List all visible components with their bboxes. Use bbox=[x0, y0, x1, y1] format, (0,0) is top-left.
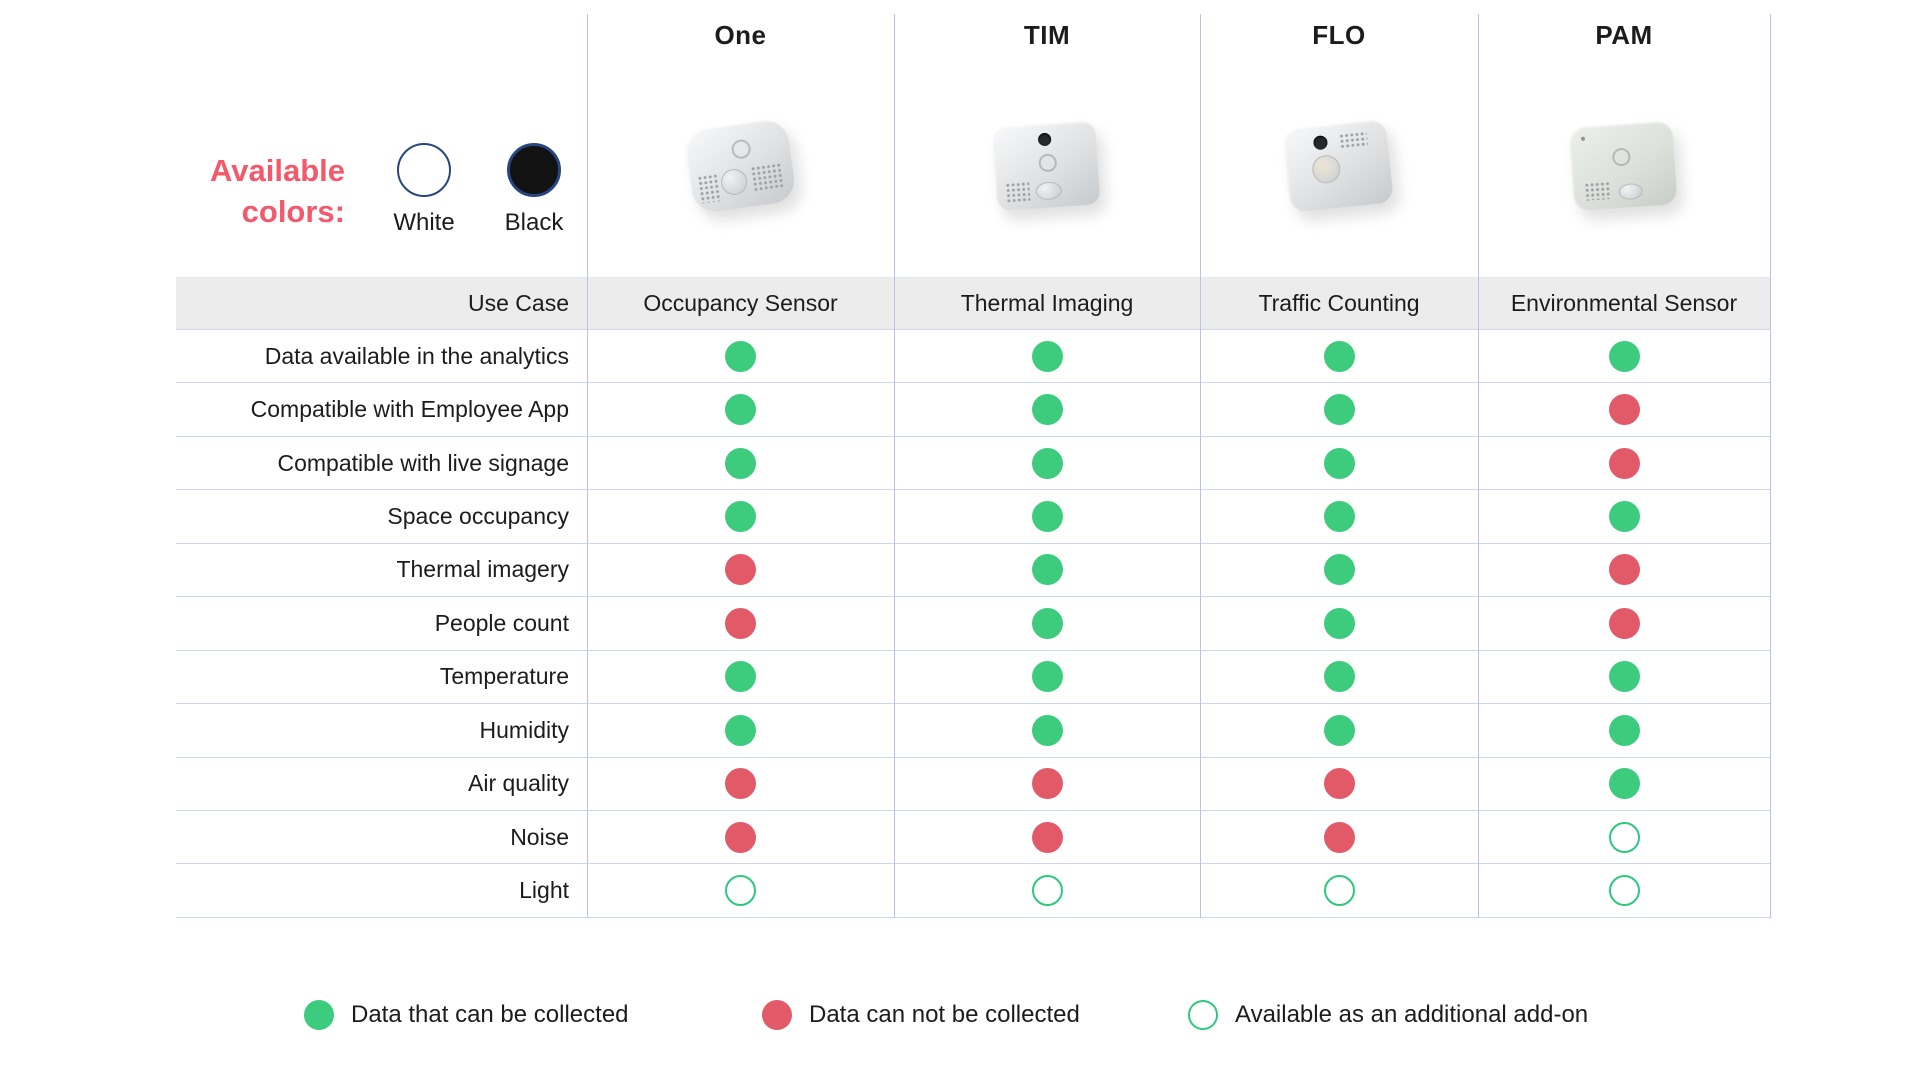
matrix-cell bbox=[1478, 448, 1770, 479]
product-photo-one bbox=[684, 120, 798, 216]
status-dot-collected bbox=[1609, 501, 1640, 532]
status-dot-collected bbox=[1324, 715, 1355, 746]
device-speaker-grille bbox=[1005, 181, 1030, 203]
table-row bbox=[176, 864, 1770, 917]
matrix-cell bbox=[1200, 822, 1478, 853]
status-dot-not_collected bbox=[725, 554, 756, 585]
color-swatch-white bbox=[369, 143, 479, 237]
status-dot-add_on bbox=[725, 875, 756, 906]
status-dot-not_collected bbox=[1609, 394, 1640, 425]
status-dot-not_collected bbox=[1324, 822, 1355, 853]
status-dot-not_collected bbox=[1609, 608, 1640, 639]
table-header bbox=[176, 0, 1770, 277]
status-dot-not_collected bbox=[1032, 768, 1063, 799]
matrix-cell bbox=[894, 501, 1200, 532]
matrix-cell bbox=[1478, 715, 1770, 746]
status-dot-collected bbox=[725, 501, 756, 532]
matrix-cell bbox=[894, 608, 1200, 639]
legend-label: Data can not be collected bbox=[809, 1001, 1080, 1028]
matrix-cell bbox=[894, 341, 1200, 372]
table-row bbox=[176, 704, 1770, 757]
use-case-flo: Traffic Counting bbox=[1258, 290, 1420, 316]
device-logo bbox=[1038, 153, 1057, 172]
status-dot-not_collected bbox=[1609, 554, 1640, 585]
matrix-cell bbox=[1200, 768, 1478, 799]
matrix-cell bbox=[1478, 341, 1770, 372]
device-ring-sensor bbox=[1311, 154, 1342, 185]
legend-label: Available as an additional add-on bbox=[1235, 1001, 1589, 1028]
matrix-cell bbox=[1200, 875, 1478, 906]
matrix-cell bbox=[1200, 661, 1478, 692]
table-row bbox=[176, 597, 1770, 650]
black-color-label: Black bbox=[504, 209, 564, 236]
device-speaker-grille bbox=[1584, 181, 1611, 201]
white-color-circle bbox=[397, 143, 451, 197]
device-speaker-grille bbox=[696, 173, 720, 204]
device-camera bbox=[1038, 133, 1052, 147]
matrix-cell bbox=[1200, 394, 1478, 425]
use-case-header: Use Case bbox=[468, 290, 569, 316]
status-dot-collected bbox=[725, 715, 756, 746]
status-dot-not_collected bbox=[1032, 822, 1063, 853]
row-label: Data available in the analytics bbox=[264, 342, 569, 369]
legend-item-not_collected bbox=[762, 1000, 1080, 1030]
status-dot-add_on bbox=[1324, 875, 1355, 906]
status-dot-collected bbox=[725, 394, 756, 425]
white-color-label: White bbox=[393, 209, 455, 236]
status-dot-not_collected bbox=[1324, 768, 1355, 799]
matrix-cell bbox=[894, 822, 1200, 853]
status-dot-collected bbox=[1032, 554, 1063, 585]
matrix-cell bbox=[1478, 661, 1770, 692]
table-row bbox=[176, 811, 1770, 864]
status-dot-add_on bbox=[1609, 822, 1640, 853]
black-color-circle bbox=[507, 143, 561, 197]
matrix-cell bbox=[1200, 341, 1478, 372]
matrix-cell bbox=[894, 715, 1200, 746]
use-case-pam: Environmental Sensor bbox=[1510, 290, 1738, 316]
matrix-cell bbox=[1478, 608, 1770, 639]
status-dot-collected bbox=[1324, 501, 1355, 532]
matrix-cell bbox=[587, 341, 894, 372]
matrix-cell bbox=[1478, 822, 1770, 853]
column-divider bbox=[894, 14, 895, 918]
matrix-cell bbox=[894, 554, 1200, 585]
matrix-cell bbox=[1200, 501, 1478, 532]
product-photo-pam bbox=[1567, 120, 1681, 216]
matrix-cell bbox=[587, 715, 894, 746]
color-swatch-black bbox=[479, 143, 589, 237]
matrix-cell bbox=[587, 394, 894, 425]
status-dot-not_collected bbox=[1609, 448, 1640, 479]
device-sensor bbox=[1618, 183, 1643, 201]
device-body bbox=[1282, 119, 1394, 213]
status-dot-collected bbox=[725, 341, 756, 372]
status-dot-collected bbox=[1032, 501, 1063, 532]
device-body bbox=[682, 117, 797, 215]
use-case-tim: Thermal Imaging bbox=[960, 290, 1134, 316]
row-label: Compatible with Employee App bbox=[250, 396, 569, 423]
row-label: Humidity bbox=[479, 716, 569, 743]
status-dot-not_collected bbox=[725, 608, 756, 639]
matrix-cell bbox=[587, 661, 894, 692]
status-dot-collected bbox=[1324, 394, 1355, 425]
device-logo bbox=[1612, 147, 1631, 166]
column-divider bbox=[587, 14, 588, 918]
status-dot-collected bbox=[1324, 448, 1355, 479]
status-dot-collected bbox=[1324, 661, 1355, 692]
product-name-flo: FLO bbox=[1312, 20, 1366, 50]
row-label: Temperature bbox=[439, 663, 569, 690]
device-body bbox=[991, 120, 1101, 211]
row-label: Compatible with live signage bbox=[277, 449, 569, 476]
feature-matrix bbox=[176, 330, 1770, 918]
status-dot-collected bbox=[1609, 715, 1640, 746]
status-dot-collected bbox=[1032, 715, 1063, 746]
matrix-cell bbox=[894, 768, 1200, 799]
device-speaker-grille bbox=[1339, 131, 1369, 150]
product-column-header bbox=[894, 0, 1200, 277]
legend bbox=[0, 1000, 1920, 1044]
matrix-cell bbox=[894, 661, 1200, 692]
table-row bbox=[176, 651, 1770, 704]
available-colors-cell bbox=[176, 0, 587, 277]
use-case-cells bbox=[587, 290, 1770, 317]
product-headers bbox=[587, 0, 1770, 277]
matrix-cell bbox=[1200, 554, 1478, 585]
matrix-cell bbox=[587, 448, 894, 479]
status-dot-collected bbox=[725, 448, 756, 479]
matrix-cell bbox=[1200, 448, 1478, 479]
status-dot-collected bbox=[1032, 341, 1063, 372]
matrix-cell bbox=[1478, 875, 1770, 906]
status-dot-add_on bbox=[1032, 875, 1063, 906]
use-case-one: Occupancy Sensor bbox=[643, 290, 838, 316]
product-column-header bbox=[1200, 0, 1478, 277]
matrix-cell bbox=[587, 501, 894, 532]
status-dot-collected bbox=[1032, 394, 1063, 425]
status-dot-collected bbox=[1324, 341, 1355, 372]
legend-label: Data that can be collected bbox=[351, 1001, 629, 1028]
product-photo-tim bbox=[990, 120, 1104, 216]
column-divider bbox=[1770, 14, 1771, 918]
matrix-cell bbox=[587, 822, 894, 853]
row-label: People count bbox=[434, 609, 569, 636]
product-photo-flo bbox=[1282, 120, 1396, 216]
matrix-cell bbox=[1478, 554, 1770, 585]
use-case-row bbox=[176, 277, 1770, 330]
status-dot-collected bbox=[1609, 768, 1640, 799]
device-speaker-grille bbox=[750, 162, 783, 192]
device-camera bbox=[1313, 135, 1328, 150]
table-row bbox=[176, 544, 1770, 597]
table-row bbox=[176, 490, 1770, 543]
status-dot-add_on bbox=[1609, 875, 1640, 906]
status-dot-collected bbox=[1324, 554, 1355, 585]
status-dot-collected bbox=[725, 661, 756, 692]
legend-item-collected bbox=[304, 1000, 629, 1030]
status-dot-collected bbox=[1032, 661, 1063, 692]
matrix-cell bbox=[587, 608, 894, 639]
legend-item-add_on bbox=[1188, 1000, 1588, 1030]
matrix-cell bbox=[587, 768, 894, 799]
table-row bbox=[176, 383, 1770, 436]
matrix-cell bbox=[894, 448, 1200, 479]
device-sensor bbox=[1035, 181, 1062, 201]
table-row bbox=[176, 758, 1770, 811]
row-label: Space occupancy bbox=[387, 503, 569, 530]
matrix-cell bbox=[587, 875, 894, 906]
product-column-header bbox=[1478, 0, 1770, 277]
row-label: Thermal imagery bbox=[396, 556, 569, 583]
status-dot-collected bbox=[1609, 661, 1640, 692]
table-row bbox=[176, 437, 1770, 490]
device-logo bbox=[730, 138, 751, 159]
matrix-cell bbox=[1200, 715, 1478, 746]
matrix-cell bbox=[1200, 608, 1478, 639]
row-label: Light bbox=[519, 877, 569, 904]
column-divider bbox=[1478, 14, 1479, 918]
product-name-pam: PAM bbox=[1595, 20, 1653, 50]
legend-dot-add_on bbox=[1188, 1000, 1218, 1030]
device-body bbox=[1568, 120, 1678, 211]
status-dot-collected bbox=[1324, 608, 1355, 639]
status-dot-not_collected bbox=[725, 822, 756, 853]
available-colors-label: Available colors: bbox=[210, 153, 345, 229]
row-label: Noise bbox=[510, 823, 569, 850]
product-name-one: One bbox=[714, 20, 767, 50]
matrix-cell bbox=[894, 394, 1200, 425]
legend-dot-not_collected bbox=[762, 1000, 792, 1030]
column-divider bbox=[1200, 14, 1201, 918]
matrix-cell bbox=[587, 554, 894, 585]
status-dot-collected bbox=[1609, 341, 1640, 372]
table-row bbox=[176, 330, 1770, 383]
row-label: Air quality bbox=[468, 770, 569, 797]
legend-dot-collected bbox=[304, 1000, 334, 1030]
matrix-cell bbox=[1478, 768, 1770, 799]
product-column-header bbox=[587, 0, 894, 277]
device-led bbox=[1581, 137, 1585, 141]
matrix-cell bbox=[1478, 501, 1770, 532]
status-dot-collected bbox=[1032, 448, 1063, 479]
status-dot-collected bbox=[1032, 608, 1063, 639]
device-sensor bbox=[719, 167, 748, 196]
product-name-tim: TIM bbox=[1023, 20, 1071, 50]
matrix-cell bbox=[894, 875, 1200, 906]
matrix-cell bbox=[1478, 394, 1770, 425]
status-dot-not_collected bbox=[725, 768, 756, 799]
